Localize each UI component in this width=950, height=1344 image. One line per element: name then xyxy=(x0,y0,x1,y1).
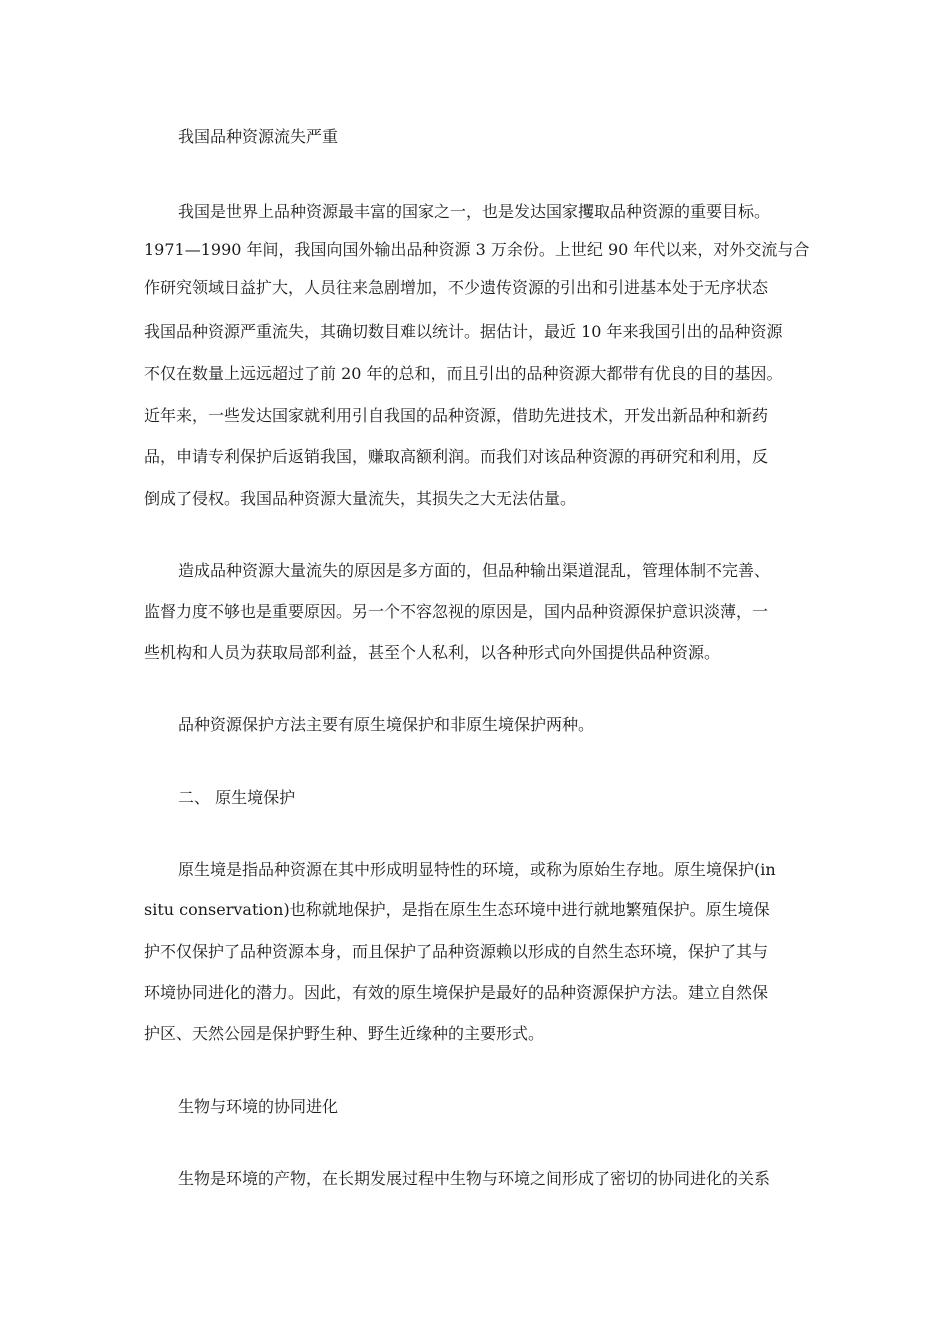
text-line: 原生境是指品种资源在其中形成明显特性的环境，或称为原始生存地。原生境保护(in xyxy=(178,860,776,879)
section-heading: 我国品种资源流失严重 xyxy=(178,127,339,146)
text-line: 作研究领域日益扩大，人员往来急剧增加，不少遗传资源的引出和引进基本处于无序状态 xyxy=(144,278,769,297)
text-line: 些机构和人员为获取局部利益，甚至个人私利，以各种形式向外国提供品种资源。 xyxy=(144,643,721,662)
text-line: 倒成了侵权。我国品种资源大量流失，其损失之大无法估量。 xyxy=(144,489,577,508)
text-line: 近年来，一些发达国家就利用引自我国的品种资源，借助先进技术，开发出新品种和新药 xyxy=(144,406,769,425)
text-line: 1971—1990 年间，我国向国外输出品种资源 3 万余份。上世纪 90 年代以来，对外交流与合 xyxy=(144,240,810,259)
text-line: 护不仅保护了品种资源本身，而且保护了品种资源赖以形成的自然生态环境，保护了其与 xyxy=(144,942,769,961)
text-line: 监督力度不够也是重要原因。另一个不容忽视的原因是，国内品种资源保护意识淡薄，一 xyxy=(144,602,769,621)
paragraph-coevolution: 生物是环境的产物，在长期发展过程中生物与环境之间形成了密切的协同进化的关系 xyxy=(178,1169,771,1188)
section-heading: 二、 原生境保护 xyxy=(178,788,296,807)
paragraph-protection-methods: 品种资源保护方法主要有原生境保护和非原生境保护两种。 xyxy=(178,715,595,734)
text-line: 不仅在数量上远远超过了前 20 年的总和，而且引出的品种资源大都带有优良的目的基因。 xyxy=(144,364,783,383)
text-line: 造成品种资源大量流失的原因是多方面的，但品种输出渠道混乱，管理体制不完善、 xyxy=(178,561,771,580)
section-heading: 生物与环境的协同进化 xyxy=(178,1097,339,1116)
text-line: 我国是世界上品种资源最丰富的国家之一，也是发达国家攫取品种资源的重要目标。 xyxy=(178,202,771,221)
text-line: 环境协同进化的潜力。因此，有效的原生境保护是最好的品种资源保护方法。建立自然保 xyxy=(144,983,769,1002)
text-line: 护区、天然公园是保护野生种、野生近缘种的主要形式。 xyxy=(144,1024,545,1043)
text-line: 我国品种资源严重流失，其确切数目难以统计。据估计，最近 10 年来我国引出的品种资源 xyxy=(144,322,783,341)
text-line: 品，申请专利保护后返销我国，赚取高额利润。而我们对该品种资源的再研究和利用，反 xyxy=(144,447,769,466)
text-line: situ conservation)也称就地保护，是指在原生生态环境中进行就地繁殖保护。原生境保 xyxy=(144,900,770,919)
